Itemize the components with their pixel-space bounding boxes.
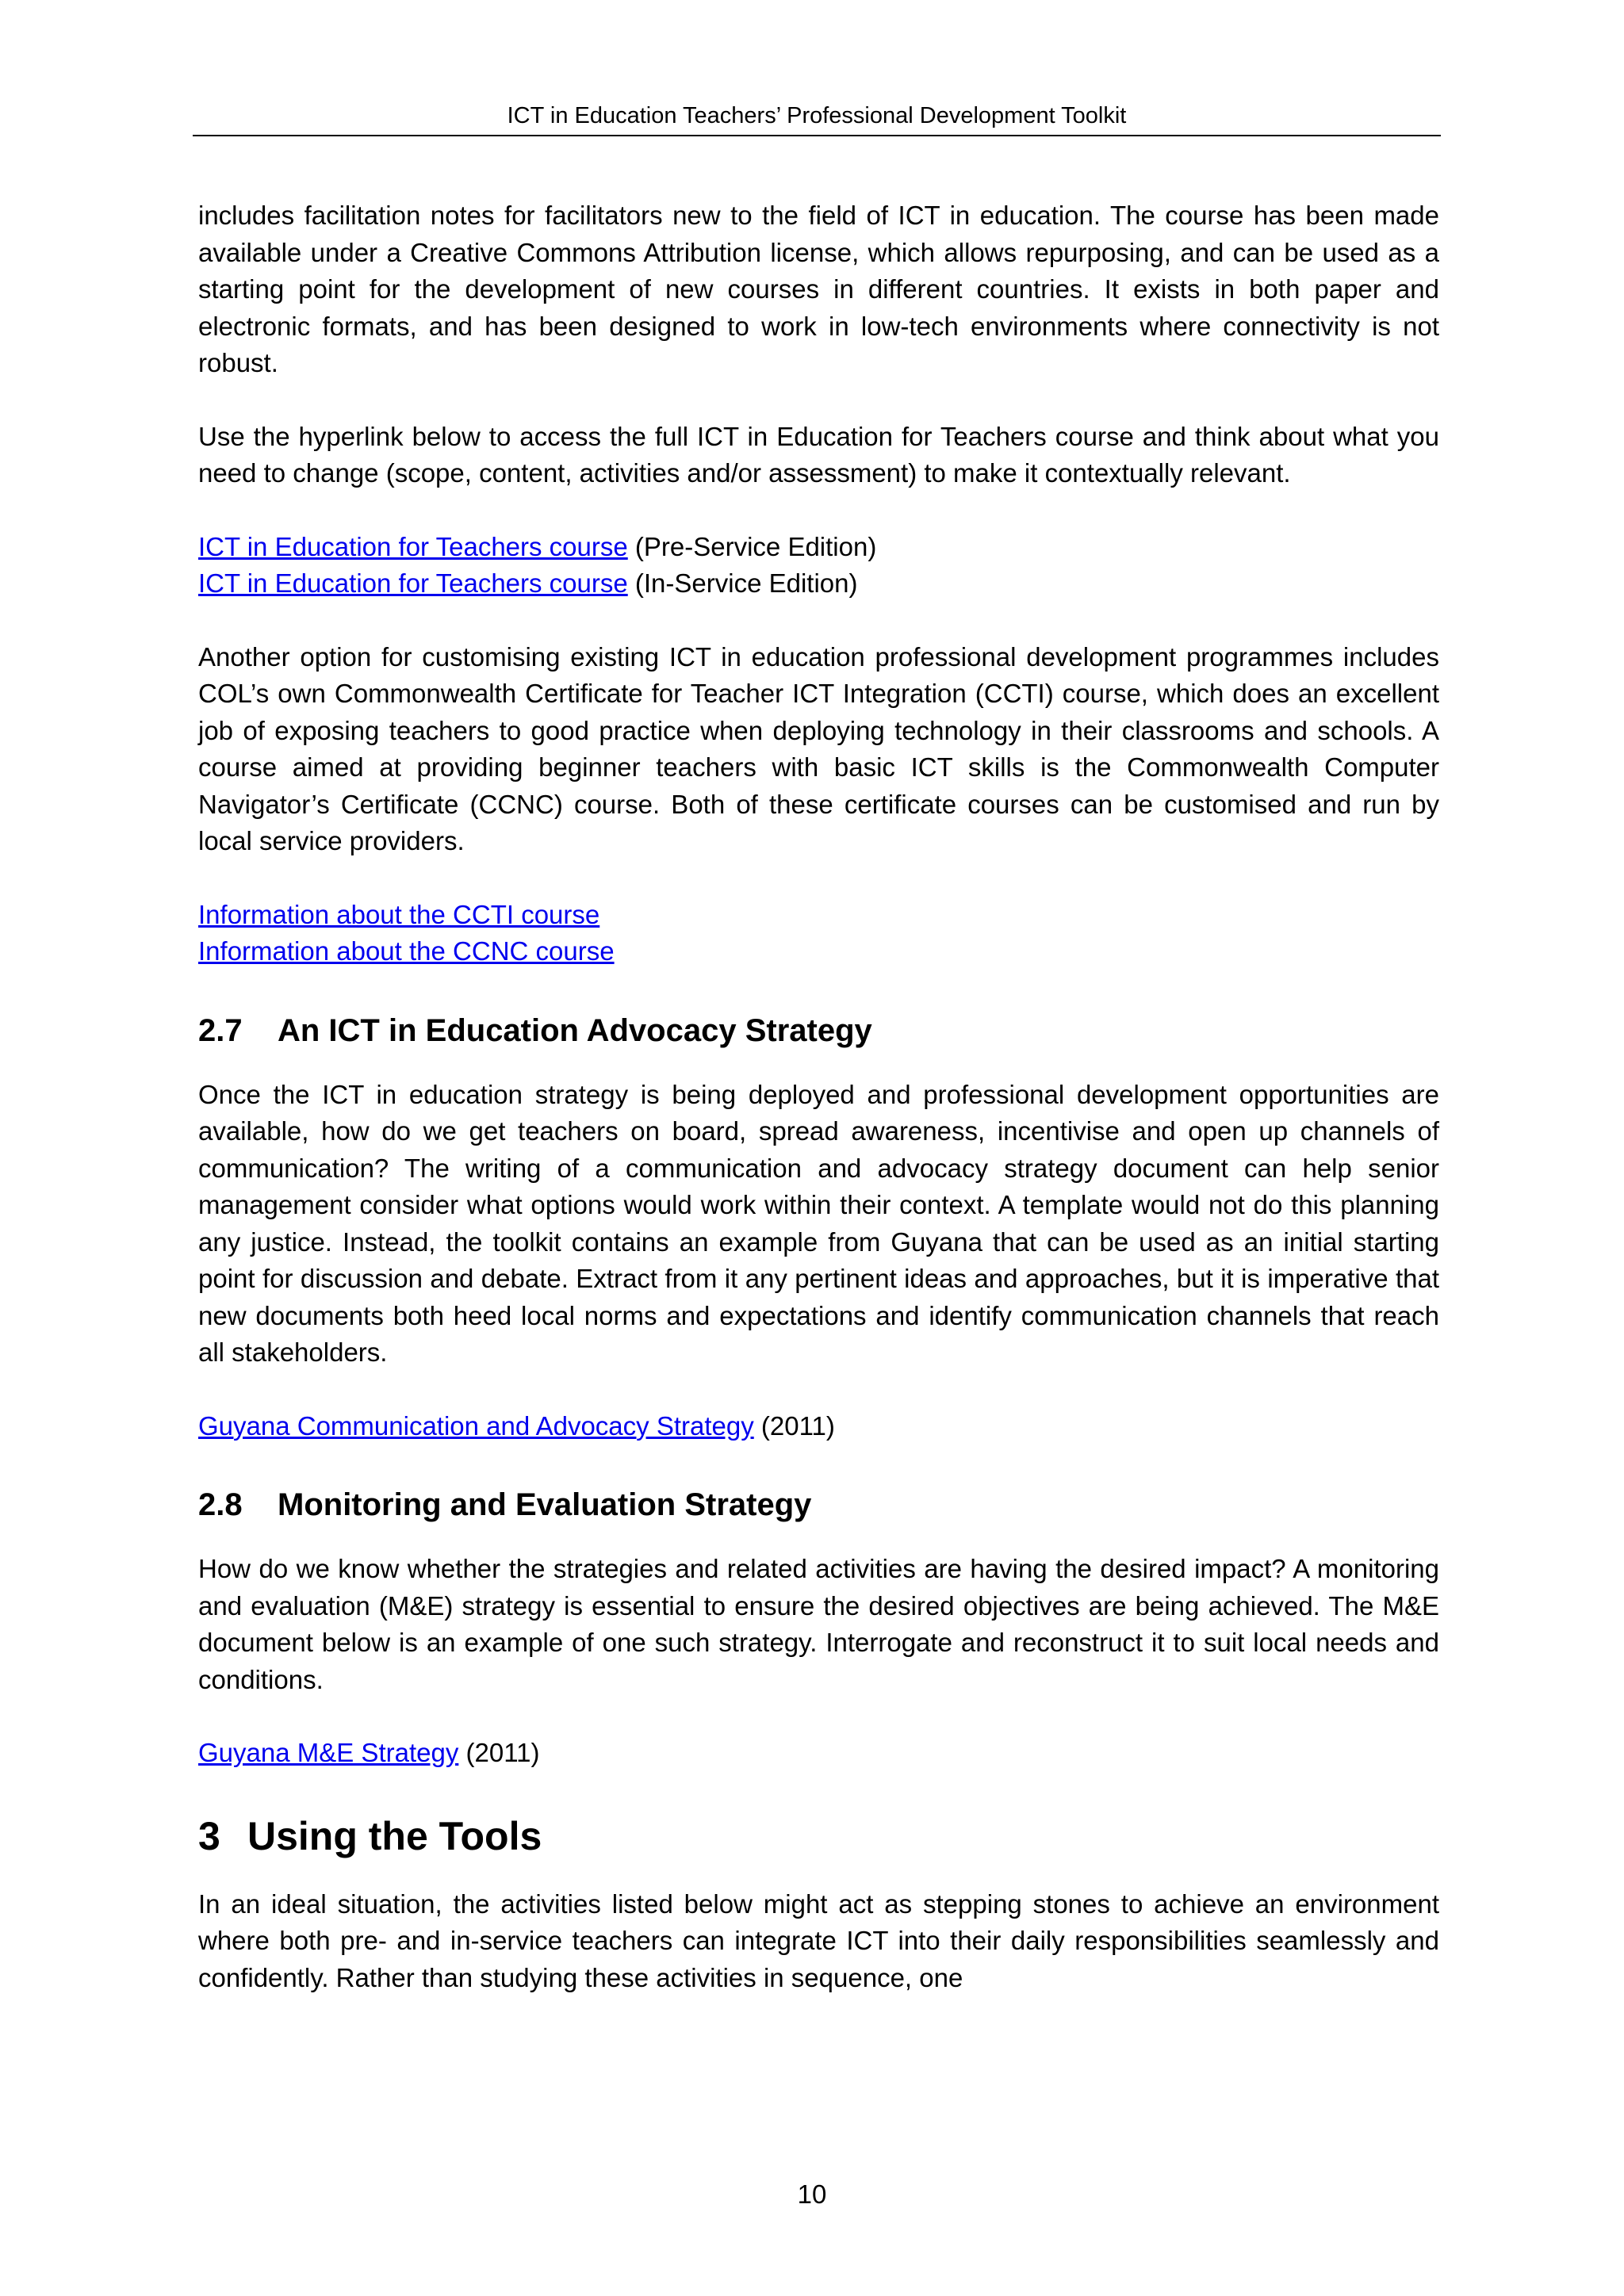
me-link-line: [198, 1735, 1439, 1772]
link-suffix-pre-service: (Pre-Service Edition): [627, 531, 877, 561]
link-ccti-course[interactable]: Information about the CCTI course: [198, 899, 600, 929]
paragraph-facilitation-notes: includes facilitation notes for facilitators new to the field of ICT in education. The course has been made available under a Creative Commons Attribution license, which allows repurposing, and can be used as a starting point for the development of new courses in different countries. It exists in both paper and electronic formats, and has been designed to work in low-tech environments where connectivity is not robust.: [198, 201, 1439, 377]
paragraph-advocacy-strategy: Once the ICT in education strategy is being deployed and professional development opportunities are available, how do we get teachers on board, spread awareness, incentivise and open up channels of communication? The writing of a communication and advocacy strategy document can help senior management consider what options would work within their context. A template would not do this planning any justice. Instead, the toolkit contains an example from Guyana that can be used as an initial starting point for discussion and debate. Extract from it any pertinent ideas and approaches, but it is imperative that new documents both heed local norms and expectations and identify communication channels that reach all stakeholders.: [198, 1079, 1439, 1367]
paragraph-using-tools: In an ideal situation, the activities listed below might act as stepping stones to achieve an environment where both pre- and in-service teachers can integrate ICT into their daily responsibilities seamlessly and confidently. Rather than studying these activities in sequence, one: [198, 1888, 1439, 1992]
link-suffix-year: (2011): [458, 1738, 540, 1767]
running-header: ICT in Education Teachers’ Professional Development Toolkit: [507, 103, 1127, 128]
paragraph-customising-options: Another option for customising existing ICT in education professional development programmes includes COL’s own Commonwealth Certificate for Teacher ICT Integration (CCTI) course, which does an excellent job of exposing teachers to good practice when deploying technology in their classrooms and schools. A course aimed at providing beginner teachers with basic ICT skills is the Commonwealth Computer Navigator’s Certificate (CCNC) course. Both of these certificate courses can be customised and run by local service providers.: [198, 641, 1439, 855]
section-heading-2-7: [198, 1007, 1439, 1054]
advocacy-link-line: [198, 1408, 1439, 1445]
header-rule: [193, 135, 1441, 136]
section-number: 2.7: [198, 1012, 243, 1048]
chapter-title: Using the Tools: [247, 1813, 542, 1858]
section-title: Monitoring and Evaluation Strategy: [278, 1487, 812, 1522]
link-guyana-advocacy-strategy[interactable]: Guyana Communication and Advocacy Strategy: [198, 1410, 754, 1441]
link-ict-course-pre-service[interactable]: ICT in Education for Teachers course: [198, 531, 628, 561]
page-number: 10: [797, 2179, 827, 2209]
course-links: [198, 529, 1439, 603]
chapter-heading-3: [198, 1808, 1439, 1864]
certificate-links: [198, 897, 1439, 970]
link-suffix-in-service: (In-Service Edition): [627, 568, 858, 598]
link-suffix-year: (2011): [753, 1410, 835, 1441]
section-number: 2.8: [198, 1487, 243, 1522]
link-ict-course-in-service[interactable]: ICT in Education for Teachers course: [198, 568, 628, 598]
section-title: An ICT in Education Advocacy Strategy: [278, 1012, 872, 1048]
document-body: [198, 197, 1439, 2033]
chapter-number: 3: [198, 1813, 220, 1858]
paragraph-hyperlink-intro: Use the hyperlink below to access the full ICT in Education for Teachers course and think about what you need to change (scope, content, activities and/or assessment) to make it contextually relevant.: [198, 421, 1439, 488]
link-ccnc-course[interactable]: Information about the CCNC course: [198, 936, 615, 966]
paragraph-me-strategy: How do we know whether the strategies and related activities are having the desired impact? A monitoring and evaluation (M&E) strategy is essential to ensure the desired objectives are being achieved. The M&E document below is an example of one such strategy. Interrogate and reconstruct it to suit local needs and conditions.: [198, 1554, 1439, 1694]
section-heading-2-8: [198, 1481, 1439, 1529]
link-guyana-me-strategy[interactable]: Guyana M&E Strategy: [198, 1738, 459, 1767]
